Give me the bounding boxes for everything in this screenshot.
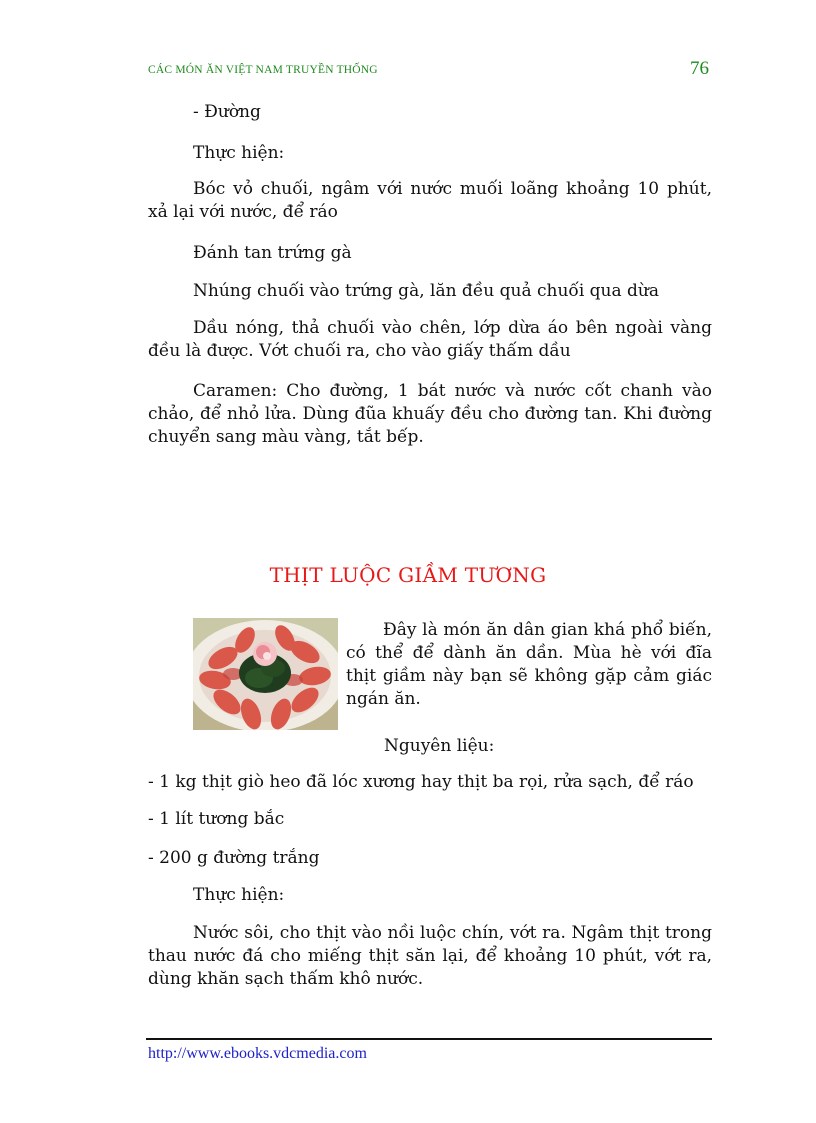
footer-url-link[interactable]: http://www.ebooks.vdcmedia.com — [148, 1045, 367, 1062]
step-paragraph: Bóc vỏ chuối, ngâm với nước muối loãng khoảng 10 phút, xả lại với nước, để ráo — [148, 179, 712, 222]
dish-photo — [193, 618, 338, 730]
page-number: 76 — [690, 58, 709, 79]
book-title: CÁC MÓN ĂN VIỆT NAM TRUYỀN THỐNG — [148, 64, 378, 76]
step-paragraph: Dầu nóng, thả chuối vào chên, lớp dừa áo bên ngoài vàng đều là được. Vớt chuối ra, cho vào giấy thấm dầu — [148, 318, 712, 361]
steps-label: Thực hiện: — [193, 885, 285, 905]
step-paragraph: Nhúng chuối vào trứng gà, lăn đều quả chuối qua dừa — [193, 281, 659, 301]
ingredient-line: - Đường — [193, 102, 261, 122]
ingredient-item: - 200 g đường trắng — [148, 848, 320, 868]
recipe-intro: Đây là món ăn dân gian khá phổ biến, có thể để dành ăn dần. Mùa hè với đĩa thịt giầm này bạn sẽ không gặp cảm giác ngán ăn. — [346, 620, 712, 709]
ingredient-item: - 1 lít tương bắc — [148, 809, 285, 829]
step-paragraph: Nước sôi, cho thịt vào nồi luộc chín, vớt ra. Ngâm thịt trong thau nước đá cho miếng thịt săn lại, để khoảng 10 phút, vớt ra, dùng khăn sạch thấm khô nước. — [148, 923, 712, 989]
step-paragraph: Caramen: Cho đường, 1 bát nước và nước cốt chanh vào chảo, để nhỏ lửa. Dùng đũa khuấy đều cho đường tan. Khi đường chuyển sang màu vàng, tắt bếp. — [148, 381, 712, 447]
ingredient-item: - 1 kg thịt giò heo đã lóc xương hay thịt ba rọi, rửa sạch, để ráo — [148, 772, 694, 792]
ingredients-label: Nguyên liệu: — [384, 736, 495, 756]
steps-label: Thực hiện: — [193, 143, 285, 163]
recipe-title: THỊT LUỘC GIẦM TƯƠNG — [269, 563, 547, 587]
dish-photo-illustration — [193, 618, 338, 730]
footer-divider — [146, 1038, 712, 1040]
step-paragraph: Đánh tan trứng gà — [193, 243, 352, 263]
